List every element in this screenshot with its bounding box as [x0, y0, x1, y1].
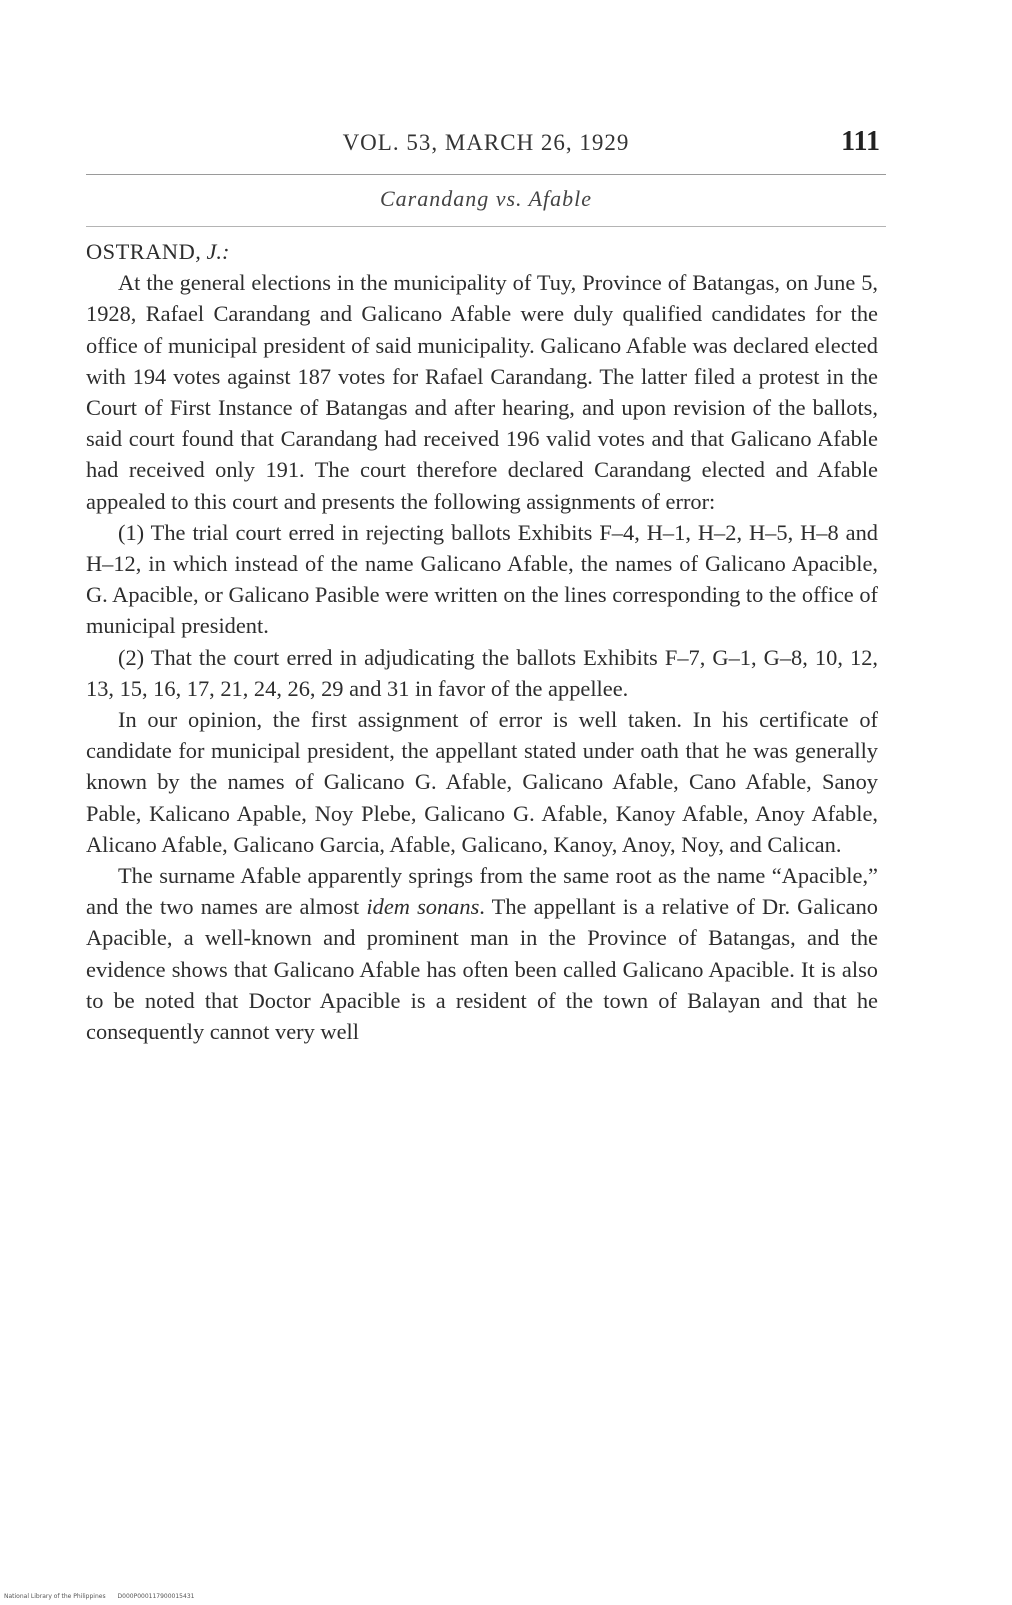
opinion-body [86, 236, 878, 1047]
page-number: 111 [841, 126, 880, 157]
caption-rule [86, 226, 886, 227]
latin-phrase: idem sonans [366, 894, 480, 920]
paragraph [86, 860, 878, 1047]
running-head [86, 126, 886, 172]
library-name: National Library of the Philippines [4, 1593, 106, 1600]
scan-code: D000P000117900015431 [117, 1593, 195, 1600]
paragraph-text: The surname Afable apparently springs from the same root as the name “Apacible,” and the two names are almost [86, 863, 878, 920]
paragraph: At the general elections in the municipality of Tuy, Province of Batangas, on June 5, 1928, Rafael Carandang and Galicano Afable were duly qualified candidates for the office of municipal president of said municipality. Galicano Afable was declared elected with 194 votes against 187 votes for Rafael Carandang. The latter filed a protest in the Court of First Instance of Batangas and after hearing, and upon revision of the ballots, said court found that Carandang had received 196 valid votes and that Galicano Afable had received only 191. The court therefore declared Carandang elected and Afable appealed to this court and presents the following assignments of error: [86, 270, 878, 514]
author-name: OSTRAND [86, 239, 196, 264]
case-caption: Carandang vs. Afable [379, 186, 593, 211]
paragraph-text: . The appellant is a relative of Dr. Galicano Apacible, a well-known and prominent man in the Province of Batangas, and the evidence shows that Galicano Afable has often been called Galicano Apacible. It is also to be noted that Doctor Apacible is a resident of the town of Balayan and that he consequently cannot very well [86, 894, 879, 1045]
paragraph: (1) The trial court erred in rejecting ballots Exhibits F–4, H–1, H–2, H–5, H–8 and H–12, in which instead of the name Galicano Afable, the names of Galicano Apacible, G. Apacible, or Galicano Pasible were written on the lines corresponding to the office of municipal president. [86, 519, 878, 639]
scan-footer [4, 1593, 204, 1600]
header-rule [86, 174, 886, 175]
opinion-author [86, 236, 878, 267]
running-title: VOL. 53, MARCH 26, 1929 [342, 130, 630, 155]
author-suffix: , J.: [195, 239, 230, 264]
paragraph: In our opinion, the first assignment of error is well taken. In his certificate of candidate for municipal president, the appellant stated under oath that he was generally known by the names of Galicano G. Afable, Galicano Afable, Cano Afable, Sanoy Pable, Kalicano Apable, Noy Plebe, Galicano G. Afable, Kanoy Afable, Anoy Afable, Alicano Afable, Galicano Garcia, Afable, Galicano, Kanoy, Anoy, Noy, and Calican. [86, 707, 878, 857]
paragraph: (2) That the court erred in adjudicating the ballots Exhibits F–7, G–1, G–8, 10, 12, 13, 15, 16, 17, 21, 24, 26, 29 and 31 in favor of the appellee. [86, 644, 878, 701]
